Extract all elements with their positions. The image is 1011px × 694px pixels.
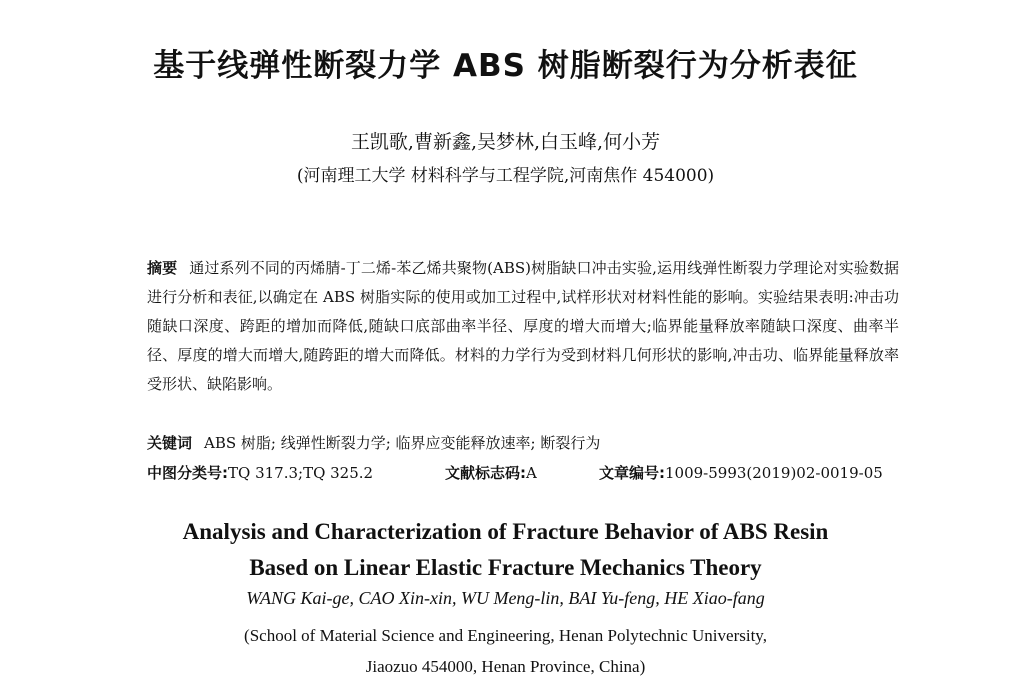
abstract-label: 摘要 <box>147 259 178 277</box>
affiliation-en-line-2: Jiaozuo 454000, Henan Province, China) <box>365 657 646 676</box>
affiliation-en-line-1: (School of Material Science and Engineering, Henan Polytechnic University, <box>244 626 767 645</box>
abstract-block <box>147 254 899 399</box>
affiliation-en <box>0 620 1011 682</box>
authors-en: WANG Kai-ge, CAO Xin-xin, WU Meng-lin, BAI Yu-feng, HE Xiao-fang <box>246 588 765 608</box>
keywords-label: 关键词 <box>147 434 193 452</box>
clc-field <box>147 464 373 482</box>
title-en-line-2: Based on Linear Elastic Fracture Mechanics Theory <box>249 555 762 580</box>
article-number-field <box>599 462 883 483</box>
abstract-text: 通过系列不同的丙烯腈-丁二烯-苯乙烯共聚物(ABS)树脂缺口冲击实验,运用线弹性断裂力学理论对实验数据进行分析和表征,以确定在 ABS 树脂实际的使用或加工过程中,试样形状对材料性能的影响。实验结果表明:冲击功随缺口深度、跨距的增加而降低,随缺口底部曲率半径、厚度的增大而增大;临界能量释放率随缺口深度、曲率半径、厚度的增大而增大,随跨距的增大而降低。材料的力学行为受到材料几何形状的影响,冲击功、临界能量释放率受形状、缺陷影响。 <box>147 259 899 393</box>
clc-label: 中图分类号: <box>147 464 228 482</box>
classification-line <box>147 462 899 483</box>
affiliation-cn: (河南理工大学 材料科学与工程学院,河南焦作 454000) <box>296 166 715 186</box>
paper-title-en <box>0 514 1011 586</box>
doc-code-label: 文献标志码: <box>445 464 526 482</box>
title-en-line-1: Analysis and Characterization of Fracture Behavior of ABS Resin <box>182 519 829 544</box>
article-number-value: 1009-5993(2019)02-0019-05 <box>665 464 883 482</box>
clc-value: TQ 317.3;TQ 325.2 <box>228 464 374 482</box>
keywords-text: ABS 树脂; 线弹性断裂力学; 临界应变能释放速率; 断裂行为 <box>204 434 601 452</box>
article-number-label: 文章编号: <box>599 464 665 482</box>
doc-code-field <box>445 462 537 483</box>
authors-cn: 王凯歌,曹新鑫,吴梦林,白玉峰,何小芳 <box>350 131 661 153</box>
keywords-block <box>147 432 600 453</box>
doc-code-value: A <box>526 464 537 482</box>
paper-title-cn: 基于线弹性断裂力学 ABS 树脂断裂行为分析表征 <box>153 48 858 84</box>
